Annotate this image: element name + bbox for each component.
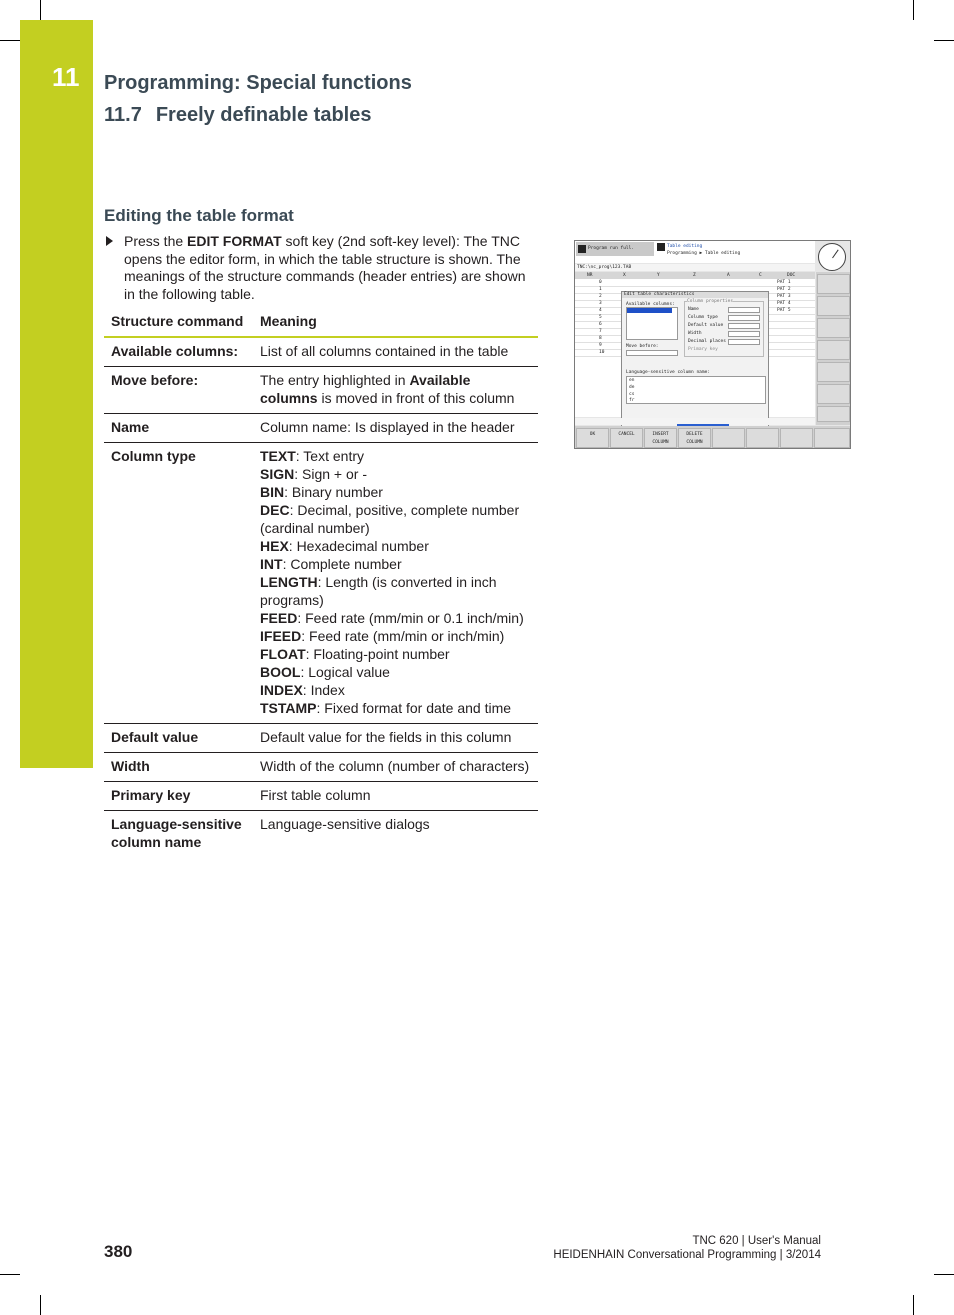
meaning-cell: Language-sensitive dialogs [260,816,430,832]
lang-item[interactable]: fr [629,398,635,403]
intro-text [104,233,534,303]
type-desc: : Fixed format for date and time [316,700,512,716]
row-doc: PAT 4 [777,301,791,306]
grid-header [575,272,815,279]
machine-mode-label: Program run full. [588,246,635,251]
bullet-arrow-icon [106,236,113,246]
row-number: 2 [599,294,602,299]
row-number: 9 [599,343,602,348]
ok-softkey[interactable]: OK [576,428,609,448]
side-softkey[interactable] [817,384,850,404]
chapter-number: 11 [52,62,80,92]
prop-label: Width [688,331,702,336]
available-columns-label: Available columns: [626,302,675,307]
width-field[interactable] [728,331,760,337]
command-cell: Column type [104,443,253,724]
meaning-cell: Column name: Is displayed in the header [253,414,538,443]
type-desc: : Logical value [300,664,390,680]
column-type-entry [260,555,531,573]
column-type-entry [260,681,531,699]
row-number: 5 [599,315,602,320]
column-properties-label: Column properties [687,299,734,304]
move-before-label: Move before: [626,344,659,349]
column-type-entry [260,627,531,645]
prop-label: Decimal places [688,339,726,344]
side-softkey[interactable] [817,318,850,338]
type-key: TEXT [260,448,296,464]
type-desc: : Complete number [282,556,402,572]
type-desc: : Feed rate (mm/min or 0.1 inch/min) [297,610,524,626]
row-number: 3 [599,301,602,306]
meaning-cell [253,367,538,414]
default-value-field[interactable] [728,323,760,329]
row-number: 4 [599,308,602,313]
type-key: LENGTH [260,574,318,590]
intro-post: soft key (2nd soft-key level): The TNC opens the editor form, in which the table structure is shown. The meanings of the structure commands (header entries) are shown in the following table. [124,233,526,302]
name-field[interactable] [728,307,760,313]
available-columns-list[interactable] [626,307,678,340]
lang-item[interactable]: en [629,378,635,383]
cancel-softkey[interactable]: CANCEL [610,428,643,448]
type-desc: : Text entry [295,448,364,464]
table-grid [575,272,815,417]
table-row [104,414,538,443]
table-header-row [104,309,538,337]
structure-command-table [104,309,538,857]
command-cell: Name [104,414,253,443]
section-number: 11.7 [104,104,142,126]
crop-mark [40,0,41,20]
table-row [104,782,538,811]
command-cell: Default value [104,724,253,753]
command-cell: Language-sensitive column name [111,816,242,850]
footer-manual: TNC 620 | User's Manual [692,1235,821,1247]
programming-mode-title: Table editing [667,244,703,249]
side-softkey[interactable] [817,274,850,294]
row-number: 10 [599,350,605,355]
type-desc: : Length (is converted in inch programs) [260,574,497,608]
type-key: DEC [260,502,290,518]
type-key: FLOAT [260,646,306,662]
type-key: BIN [260,484,285,500]
delete-column-softkey[interactable]: DELETE COLUMN [678,428,711,448]
side-softkey[interactable] [817,362,850,382]
column-type-entry [260,573,531,609]
column-type-select[interactable] [728,315,760,321]
empty-softkey[interactable] [814,428,850,448]
column-type-entry [260,465,531,483]
crop-mark [934,40,954,41]
column-type-entry [260,609,531,627]
type-desc: : Hexadecimal number [288,538,429,554]
table-row [104,443,538,724]
clock-icon [818,243,846,271]
decimal-places-field[interactable] [728,339,760,345]
meaning-cell: List of all columns contained in the table [253,337,538,367]
crop-mark [913,1295,914,1315]
column-type-list [253,443,538,724]
type-key: IFEED [260,628,302,644]
intro-step [104,233,534,303]
section-heading [104,104,371,127]
row-doc: PAT 2 [777,287,791,292]
prop-label: Name [688,307,699,312]
chapter-sidebar [20,20,93,768]
crop-mark [913,0,914,20]
section-title: Freely definable tables [155,104,372,126]
crop-mark [0,1274,20,1275]
crop-mark [40,1295,41,1315]
lang-item[interactable]: de [629,385,635,390]
lang-list[interactable] [626,376,766,404]
type-key: HEX [260,538,289,554]
row-number: 8 [599,336,602,341]
type-key: SIGN [260,466,295,482]
type-key: FEED [260,610,298,626]
grid-col-header: Z [693,273,696,278]
command-cell: Move before: [104,367,253,414]
programming-mode [657,242,807,258]
table-row [104,811,538,858]
primary-key-checkbox[interactable]: Primary key [688,347,718,352]
type-key: BOOL [260,664,301,680]
type-desc: : Sign + or - [294,466,367,482]
subsection-title: Editing the table format [104,206,294,225]
grid-col-header: A [727,273,730,278]
page-number: 380 [104,1242,133,1261]
meaning-bold: Available columns [260,372,471,406]
side-softkey[interactable] [817,406,850,422]
command-cell: Width [104,753,253,782]
tnc-screenshot [574,240,851,449]
grid-col-header: X [623,273,626,278]
row-doc: PAT 3 [777,294,791,299]
type-desc: : Floating-point number [305,646,450,662]
softkey-row [575,426,851,449]
type-desc: : Index [302,682,345,698]
mode-icon [657,243,665,251]
column-type-entry [260,645,531,663]
grid-col-header: NR [587,273,593,278]
column-properties-frame [684,301,764,357]
vertical-softkeys [816,272,851,425]
column-type-entry [260,663,531,681]
row-number: 7 [599,329,602,334]
grid-row[interactable] [575,280,815,287]
chapter-title: Programming: Special functions [104,72,412,94]
meaning-cell: Width of the column (number of characters) [253,753,538,782]
row-doc: PAT 1 [777,280,791,285]
table-row [104,724,538,753]
crop-mark [0,40,20,41]
type-key: INDEX [260,682,303,698]
insert-column-softkey[interactable]: INSERT COLUMN [644,428,677,448]
column-type-entry [260,483,531,501]
type-key: TSTAMP [260,700,317,716]
table-row [104,337,538,367]
file-path: TNC:\nc_prog\123.TAB [575,264,815,271]
column-type-entry [260,537,531,555]
meaning-text: The entry highlighted in [260,372,410,388]
command-cell: Primary key [104,782,253,811]
table-header-command: Structure command [104,309,253,337]
row-number: 6 [599,322,602,327]
intro-pre: Press the [124,233,188,249]
column-type-entry [260,699,531,717]
type-desc: : Decimal, positive, complete number (cardinal number) [260,502,520,536]
lang-item[interactable]: cs [629,392,635,397]
meaning-cell: First table column [253,782,538,811]
machine-mode [576,242,654,256]
programming-mode-path: Programming ▶ Table editing [667,251,741,256]
row-number: 1 [599,287,602,292]
empty-softkey[interactable] [746,428,779,448]
type-desc: : Binary number [284,484,383,500]
mode-icon [578,245,586,253]
grid-col-header: Y [657,273,660,278]
side-softkey[interactable] [817,296,850,316]
edit-table-dialog [621,291,769,428]
table-row [104,367,538,414]
lang-label: Language-sensitive column name: [626,370,710,375]
softkey-level-bar [677,424,729,426]
row-number: 0 [599,280,602,285]
row-doc: PAT 5 [777,308,791,313]
column-type-entry [260,447,531,465]
type-key: INT [260,556,283,572]
command-cell: Available columns: [104,337,253,367]
empty-softkey[interactable] [712,428,745,448]
column-type-entry [260,501,531,537]
prop-label: Default value [688,323,724,328]
move-before-select[interactable] [626,350,678,356]
grid-col-header: C [759,273,762,278]
side-softkey[interactable] [817,340,850,360]
intro-key: EDIT FORMAT [187,233,282,249]
selected-column[interactable] [627,308,672,313]
footer-publisher: HEIDENHAIN Conversational Programming | 3/2014 [553,1249,821,1261]
dialog-title: Edit table characteristics [622,292,768,298]
meaning-cell: Default value for the fields in this column [253,724,538,753]
type-desc: : Feed rate (mm/min or inch/min) [301,628,505,644]
empty-softkey[interactable] [780,428,813,448]
prop-label: Column type [688,315,718,320]
table-header-meaning: Meaning [253,309,538,337]
crop-mark [934,1274,954,1275]
meaning-text: is moved in front of this column [317,390,515,406]
screen-header [575,241,815,263]
footer-info [553,1234,821,1262]
table-row [104,753,538,782]
grid-col-header: DOC [787,273,796,278]
